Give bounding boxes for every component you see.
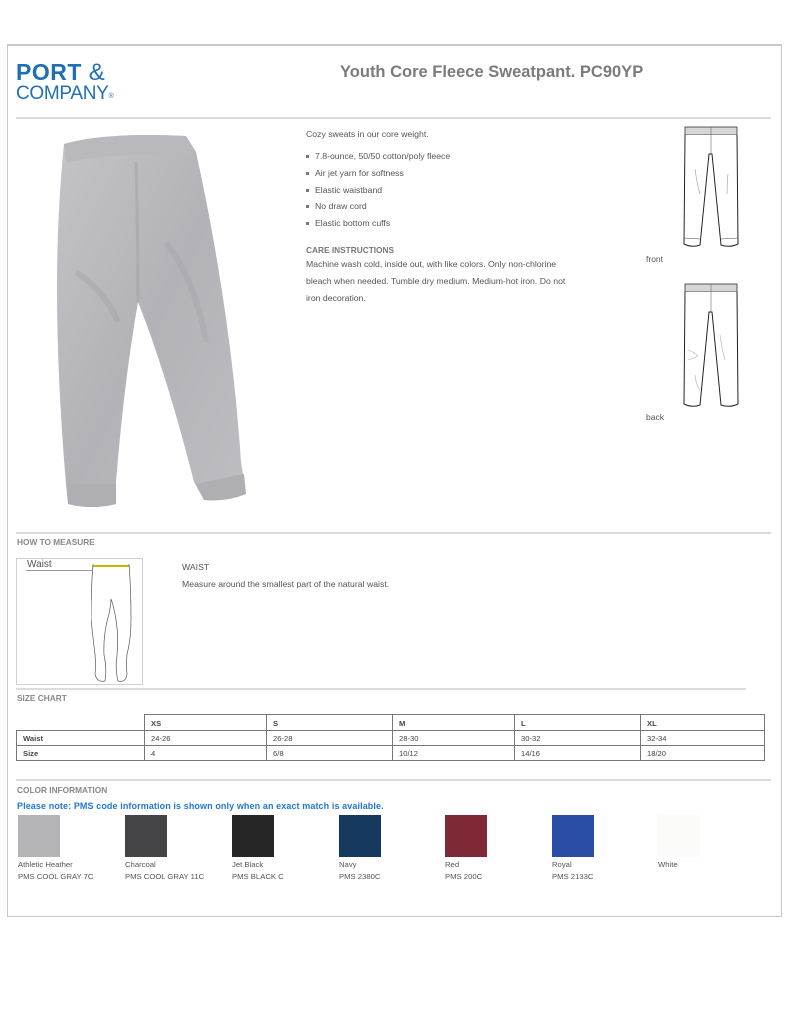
- color-swatch-item: [658, 815, 758, 871]
- size-chart-title: SIZE CHART: [17, 693, 67, 703]
- product-description: [306, 129, 566, 307]
- color-swatch: [445, 815, 487, 857]
- size-column-header: XS: [145, 715, 267, 731]
- section-divider: [16, 779, 771, 781]
- table-cell: 6/8: [267, 746, 393, 761]
- care-instructions-text: Machine wash cold, inside out, with like colors. Only non-chlorine bleach when needed. Tumble dry medium. Medium-hot iron. Do not iron decoration.: [306, 258, 566, 303]
- registered-mark: ®: [108, 93, 114, 100]
- table-cell: 24-26: [145, 731, 267, 746]
- color-name: Athletic Heather: [18, 860, 73, 869]
- front-flat-sketch: [680, 124, 742, 254]
- color-name: Navy: [339, 860, 357, 869]
- feature-item: No draw cord: [306, 201, 566, 218]
- color-pms: PMS BLACK C: [232, 871, 284, 881]
- feature-item: Elastic waistband: [306, 185, 566, 202]
- color-swatch: [232, 815, 274, 857]
- table-row: [17, 746, 765, 761]
- measure-instructions: Measure around the smallest part of the natural waist.: [182, 579, 390, 589]
- color-swatch: [18, 815, 60, 857]
- size-column-header: XL: [641, 715, 765, 731]
- color-swatch: [339, 815, 381, 857]
- color-swatch: [125, 815, 167, 857]
- header-divider: [16, 117, 771, 119]
- color-name: Jet Black: [232, 860, 264, 869]
- color-swatch: [658, 815, 700, 857]
- color-swatch: [552, 815, 594, 857]
- size-column-header: M: [393, 715, 515, 731]
- table-cell: 4: [145, 746, 267, 761]
- color-swatch-item: [339, 815, 439, 882]
- color-pms: PMS 2380C: [339, 871, 381, 881]
- back-flat-sketch: [680, 280, 742, 410]
- logo-line2: COMPANY: [16, 83, 109, 104]
- color-swatch-item: [18, 815, 118, 882]
- table-cell: 32-34: [641, 731, 765, 746]
- table-cell: 28-30: [393, 731, 515, 746]
- front-label: front: [646, 254, 664, 264]
- table-cell: 30-32: [515, 731, 641, 746]
- feature-item: 7.8-ounce, 50/50 cotton/poly fleece: [306, 151, 566, 168]
- color-pms: PMS COOL GRAY 11C: [125, 871, 205, 881]
- product-intro: Cozy sweats in our core weight.: [306, 129, 429, 139]
- color-swatch-item: [445, 815, 545, 882]
- back-label: back: [646, 412, 664, 422]
- table-cell: 18/20: [641, 746, 765, 761]
- measure-label-line: [26, 570, 92, 571]
- measure-diagram-label: Waist: [27, 559, 52, 570]
- measure-diagram: [16, 558, 143, 685]
- size-column-header: S: [267, 715, 393, 731]
- size-chart-table: [16, 714, 765, 761]
- leg-outline-icon: [91, 559, 143, 684]
- measure-heading: WAIST: [182, 562, 210, 572]
- color-swatch-item: [232, 815, 332, 882]
- color-name: White: [658, 860, 678, 869]
- feature-item: Elastic bottom cuffs: [306, 218, 566, 235]
- table-row: [17, 731, 765, 746]
- table-cell: 10/12: [393, 746, 515, 761]
- logo-line1: PORT: [16, 59, 82, 85]
- how-to-measure-title: HOW TO MEASURE: [17, 537, 95, 547]
- port-company-logo: [16, 61, 113, 103]
- color-information-title: COLOR INFORMATION: [17, 785, 108, 795]
- feature-list: [306, 151, 566, 235]
- row-label: Size: [17, 746, 145, 761]
- size-column-header: L: [515, 715, 641, 731]
- table-corner: [17, 715, 145, 731]
- color-name: Red: [445, 860, 460, 869]
- size-header-row: [17, 715, 765, 731]
- color-pms: PMS 200C: [445, 871, 483, 881]
- pms-note: Please note: PMS code information is shown only when an exact match is available.: [17, 801, 384, 811]
- color-pms: PMS COOL GRAY 7C: [18, 871, 94, 881]
- page-title: Youth Core Fleece Sweatpant. PC90YP: [340, 63, 644, 81]
- section-divider: [16, 532, 771, 534]
- care-instructions-title: CARE INSTRUCTIONS: [306, 244, 395, 255]
- color-pms: PMS 2133C: [552, 871, 594, 881]
- table-cell: 26-28: [267, 731, 393, 746]
- product-photo: [46, 122, 266, 514]
- color-swatch-item: [552, 815, 652, 882]
- color-name: Royal: [552, 860, 572, 869]
- feature-item: Air jet yarn for softness: [306, 168, 566, 185]
- logo-ampersand: &: [88, 59, 106, 86]
- section-divider: [16, 688, 746, 690]
- row-label: Waist: [17, 731, 145, 746]
- color-name: Charcoal: [125, 860, 156, 869]
- table-cell: 14/16: [515, 746, 641, 761]
- color-swatch-item: [125, 815, 225, 882]
